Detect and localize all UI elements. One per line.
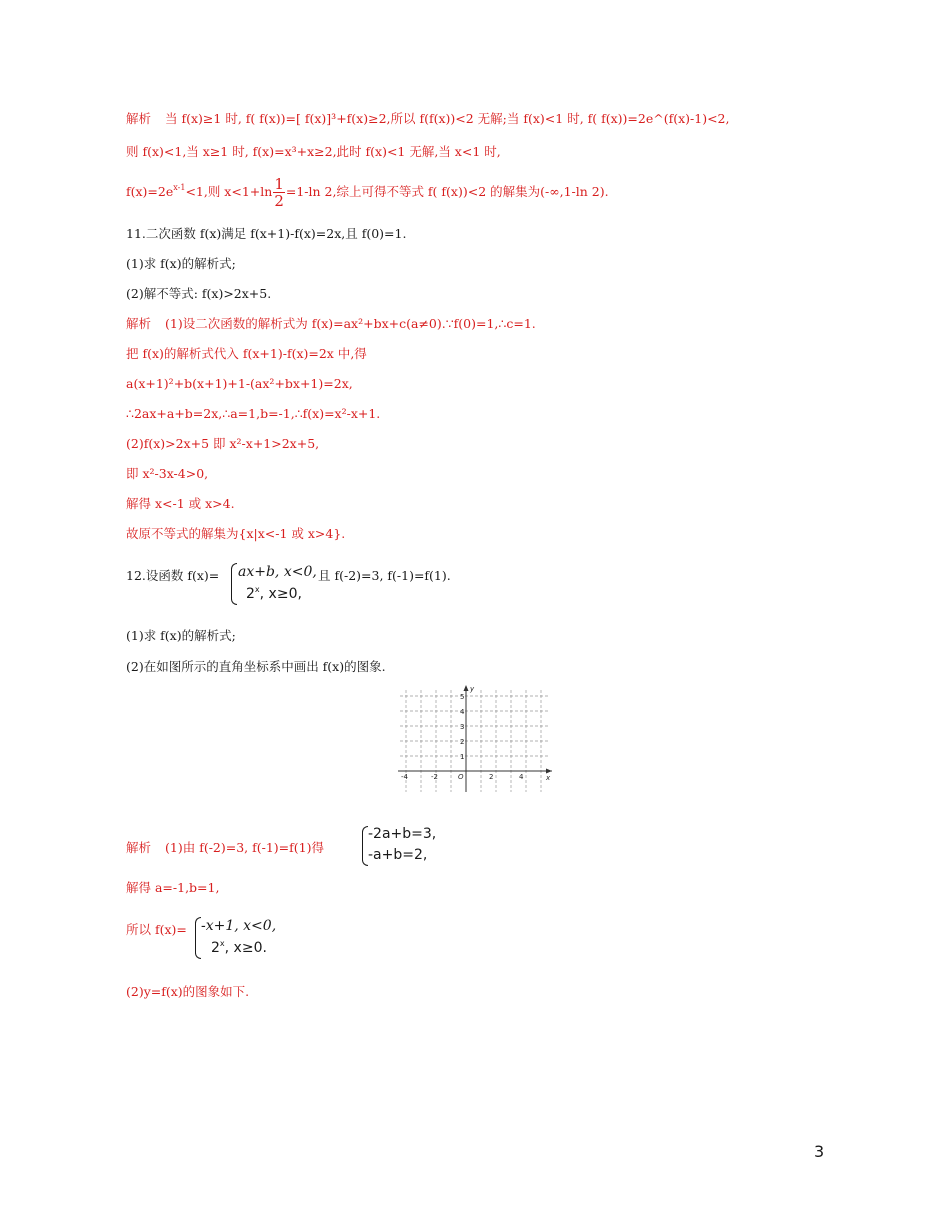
grid-lines <box>400 690 550 792</box>
q12-answer-case2 <box>211 940 267 956</box>
q12-part2: (2)在如图所示的直角坐标系中画出 f(x)的图象. <box>126 659 386 674</box>
q12-case1-text: ax+b, x<0, <box>238 564 317 580</box>
sol10-line1 <box>126 111 729 127</box>
q12-sol-s1: (1)由 f(-2)=3, f(-1)=f(1)得 <box>165 840 324 855</box>
solution-tag: 解析 <box>126 840 152 855</box>
q12-case2-rest: , x≥0, <box>259 586 302 602</box>
solution-tag: 解析 <box>126 111 152 126</box>
x-axis-arrow <box>546 769 552 774</box>
q11-sol-line5: (2)f(x)>2x+5 即 x²-x+1>2x+5, <box>126 436 320 451</box>
q11-part1: (1)求 f(x)的解析式; <box>126 256 236 271</box>
q12-system-eq2: -a+b=2, <box>368 847 428 863</box>
q11-sol-line1 <box>126 316 536 332</box>
frac-denominator: 2 <box>274 192 284 210</box>
sol10-line3-c: =1-ln 2,综上可得不等式 f( f(x))<2 的解集为(-∞,1-ln 2). <box>285 184 609 199</box>
y-tick-label: 4 <box>460 708 465 716</box>
sol10-line3-a: f(x)=2e <box>126 184 174 199</box>
y-tick-label: 5 <box>460 693 465 701</box>
q12-answer-case1-text: -x+1, x<0, <box>201 918 277 934</box>
q11-sol-line8: 故原不等式的解集为{x|x<-1 或 x>4}. <box>126 526 346 541</box>
q12-sol-line2: 解得 a=-1,b=1, <box>126 880 220 895</box>
q11-sol-line4: ∴2ax+a+b=2x,∴a=1,b=-1,∴f(x)=x²-x+1. <box>126 406 381 421</box>
y-axis-label: y <box>470 685 475 693</box>
sol10-line3 <box>126 176 609 209</box>
q12-sol-line3: 所以 f(x)= <box>126 922 187 937</box>
q12-sol-line4: (2)y=f(x)的图象如下. <box>126 984 250 999</box>
y-tick-label: 1 <box>460 753 465 761</box>
q11-part2: (2)解不等式: f(x)>2x+5. <box>126 286 272 301</box>
x-axis-label: x <box>546 774 551 782</box>
x-tick-label: 2 <box>489 773 494 781</box>
q12-case2-base: 2 <box>246 586 255 602</box>
coordinate-grid-figure <box>396 684 556 794</box>
q12-answer-case1 <box>201 918 276 934</box>
q12-case2 <box>246 586 302 602</box>
left-brace <box>231 563 237 605</box>
q12-case1 <box>238 564 317 580</box>
y-tick-label: 3 <box>460 723 465 731</box>
sol10-line3-sup: x-1 <box>173 183 186 192</box>
q12-part1: (1)求 f(x)的解析式; <box>126 628 236 643</box>
sol10-line3-b: <1,则 x<1+ln <box>185 184 273 199</box>
q11-sol-s1: (1)设二次函数的解析式为 f(x)=ax²+bx+c(a≠0).∵f(0)=1,∴c=1. <box>165 316 536 331</box>
q12-system-eq1: -2a+b=3, <box>368 826 437 842</box>
q11-sol-line2: 把 f(x)的解析式代入 f(x+1)-f(x)=2x 中,得 <box>126 346 367 361</box>
sol10-line1-text: 当 f(x)≥1 时, f( f(x))=[ f(x)]³+f(x)≥2,所以 f(f(x))<2 无解;当 f(x)<1 时, f( f(x))=2e^(f(x)-1)<2, <box>165 111 730 126</box>
q11-stem: 11.二次函数 f(x)满足 f(x+1)-f(x)=2x,且 f(0)=1. <box>126 226 407 241</box>
q12-answer-case2-base: 2 <box>211 940 220 956</box>
sol10-line2: 则 f(x)<1,当 x≥1 时, f(x)=x³+x≥2,此时 f(x)<1 无解,当 x<1 时, <box>126 144 501 159</box>
q12-stem-a: 12.设函数 f(x)= <box>126 568 220 583</box>
q12-answer-case2-sup: x <box>219 939 225 948</box>
q12-stem-b: 且 f(-2)=3, f(-1)=f(1). <box>318 568 451 583</box>
q12-case2-sup: x <box>254 585 260 594</box>
fraction-one-half <box>273 176 285 209</box>
solution-tag: 解析 <box>126 316 152 331</box>
x-tick-label: -4 <box>401 773 408 781</box>
q11-sol-line7: 解得 x<-1 或 x>4. <box>126 496 235 511</box>
x-tick-label: 4 <box>519 773 524 781</box>
q12-answer-case2-rest: , x≥0. <box>224 940 267 956</box>
q11-sol-line3: a(x+1)²+b(x+1)+1-(ax²+bx+1)=2x, <box>126 376 353 391</box>
origin-label: O <box>458 773 464 781</box>
y-axis-arrow <box>464 685 469 691</box>
page-number: 3 <box>814 1142 825 1161</box>
frac-numerator: 1 <box>274 175 284 193</box>
q12-sol-line1 <box>126 838 324 856</box>
y-tick-label: 2 <box>460 738 465 746</box>
q11-sol-line6: 即 x²-3x-4>0, <box>126 466 209 481</box>
x-tick-label: -2 <box>431 773 438 781</box>
